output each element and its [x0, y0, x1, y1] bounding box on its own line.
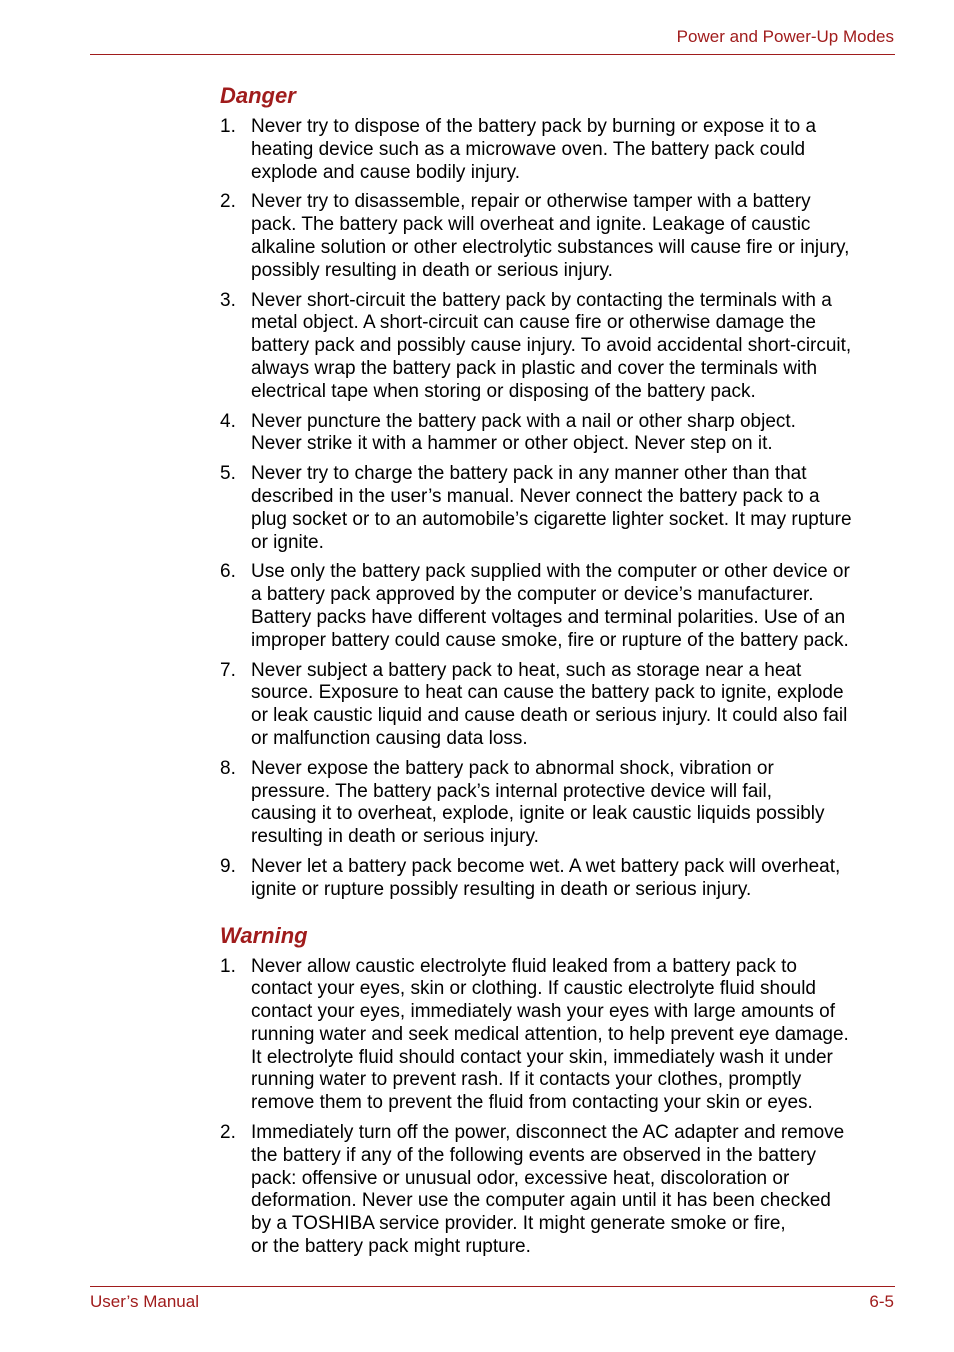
danger-item-3 [220, 290, 900, 404]
danger-heading: Danger [220, 83, 296, 108]
danger-item-7 [220, 660, 900, 751]
footer-manual-label: User’s Manual [90, 1292, 199, 1311]
list-item-text-line: by a TOSHIBA service provider. It might generate smoke or fire, [251, 1213, 786, 1235]
list-item-text-line: the battery if any of the following events are observed in the battery [251, 1144, 817, 1166]
page-header-title: Power and Power-Up Modes [676, 27, 894, 46]
page-content [220, 82, 900, 1266]
list-number: 1. [220, 955, 236, 977]
list-number: 2. [220, 191, 236, 213]
warning-item-1 [220, 956, 900, 1116]
danger-item-6 [220, 561, 900, 652]
list-item-text-line: alkaline solution or other electrolytic substances will cause fire or injury, [251, 236, 850, 258]
list-item-text-line: source. Exposure to heat can cause the battery pack to ignite, explode [251, 682, 844, 704]
list-item-text-line: Never short-circuit the battery pack by contacting the terminals with a [251, 289, 832, 311]
list-item-text-line: pack: offensive or unusual odor, excessive heat, discoloration or [251, 1167, 790, 1189]
list-item-text-line: Never try to disassemble, repair or otherwise tamper with a battery [251, 191, 811, 213]
list-item-text-line: remove them to prevent the fluid from contacting your skin or eyes. [251, 1092, 813, 1114]
list-number: 8. [220, 757, 236, 779]
list-item-text-line: Never try to dispose of the battery pack by burning or expose it to a [251, 116, 817, 137]
header-rule [90, 54, 895, 55]
list-item-text-line: deformation. Never use the computer again until it has been checked [251, 1190, 831, 1212]
list-item-text-line: pressure. The battery pack’s internal protective device will fail, [251, 780, 772, 802]
list-number: 2. [220, 1122, 236, 1144]
warning-item-2 [220, 1122, 900, 1259]
danger-item-5 [220, 463, 900, 554]
list-number: 9. [220, 855, 236, 877]
list-item-text-line: ignite or rupture possibly resulting in death or serious injury. [251, 878, 752, 900]
list-item-text-line: or ignite. [251, 531, 324, 553]
list-item-text-line: metal object. A short-circuit can cause fire or otherwise damage the [251, 312, 816, 334]
list-number: 7. [220, 659, 236, 681]
list-item-text-line: It electrolyte fluid should contact your skin, immediately wash it under [251, 1046, 833, 1068]
list-item-text-line: described in the user’s manual. Never connect the battery pack to a [251, 485, 820, 507]
list-item-text-line: possibly resulting in death or serious injury. [251, 259, 613, 281]
danger-item-4 [220, 411, 900, 457]
list-item-text-line: Never try to charge the battery pack in any manner other than that [251, 463, 807, 485]
danger-item-1 [220, 116, 900, 184]
list-item-text-line: explode and cause bodily injury. [251, 161, 520, 183]
footer-rule [90, 1286, 895, 1287]
list-item-text-line: causing it to overheat, explode, ignite or leak caustic liquids possibly [251, 803, 825, 825]
list-item-text-line: Never expose the battery pack to abnormal shock, vibration or [251, 757, 774, 779]
list-item-text-line: electrical tape when storing or disposing of the battery pack. [251, 380, 756, 402]
list-item-text-line: resulting in death or serious injury. [251, 826, 539, 848]
list-item-text-line: pack. The battery pack will overheat and ignite. Leakage of caustic [251, 214, 811, 236]
list-item-text-line: plug socket or to an automobile’s cigarette lighter socket. It may rupture [251, 508, 852, 530]
list-item-text-line: Never allow caustic electrolyte fluid leaked from a battery pack to [251, 955, 797, 977]
danger-item-2 [220, 191, 900, 282]
danger-list [220, 116, 900, 902]
warning-heading: Warning [220, 922, 308, 948]
list-item-text-line: heating device such as a microwave oven. The battery pack could [251, 138, 806, 160]
list-item-text-line: running water to prevent rash. If it contacts your clothes, promptly [251, 1069, 802, 1091]
list-item-text-line: a battery pack approved by the computer or device’s manufacturer. [251, 584, 814, 606]
list-number: 6. [220, 561, 236, 583]
list-item-text-line: Battery packs have different voltages and terminal polarities. Use of an [251, 606, 846, 628]
list-item-text-line: contact your eyes, immediately wash your eyes with large amounts of [251, 1001, 835, 1023]
list-item-text-line: always wrap the battery pack in plastic and cover the terminals with [251, 357, 818, 379]
list-item-text-line: Use only the battery pack supplied with the computer or other device or [251, 561, 850, 583]
list-item-text-line: running water and seek medical attention, to help prevent eye damage. [251, 1023, 849, 1045]
list-item-text-line: improper battery could cause smoke, fire or rupture of the battery pack. [251, 629, 849, 651]
list-item-text-line: Never puncture the battery pack with a nail or other sharp object. [251, 410, 796, 432]
list-number: 4. [220, 410, 236, 432]
list-item-text-line: Never subject a battery pack to heat, such as storage near a heat [251, 659, 802, 681]
footer-page-number: 6-5 [869, 1292, 894, 1311]
list-item-text-line: Immediately turn off the power, disconnect the AC adapter and remove [251, 1122, 845, 1144]
danger-item-9 [220, 856, 900, 902]
list-item-text-line: contact your eyes, skin or clothing. If caustic electrolyte fluid should [251, 978, 816, 1000]
list-item-text-line: Never let a battery pack become wet. A wet battery pack will overheat, [251, 855, 841, 877]
list-number: 3. [220, 289, 236, 311]
list-item-text-line: Never strike it with a hammer or other object. Never step on it. [251, 433, 773, 455]
list-number: 5. [220, 463, 236, 485]
list-number: 1. [220, 116, 236, 137]
danger-item-8 [220, 758, 900, 849]
list-item-text-line: battery pack and possibly cause injury. To avoid accidental short-circuit, [251, 335, 852, 357]
list-item-text-line: or leak caustic liquid and cause death or serious injury. It could also fail [251, 705, 848, 727]
warning-list [220, 956, 900, 1259]
list-item-text-line: or the battery pack might rupture. [251, 1236, 531, 1258]
list-item-text-line: or malfunction causing data loss. [251, 727, 528, 749]
